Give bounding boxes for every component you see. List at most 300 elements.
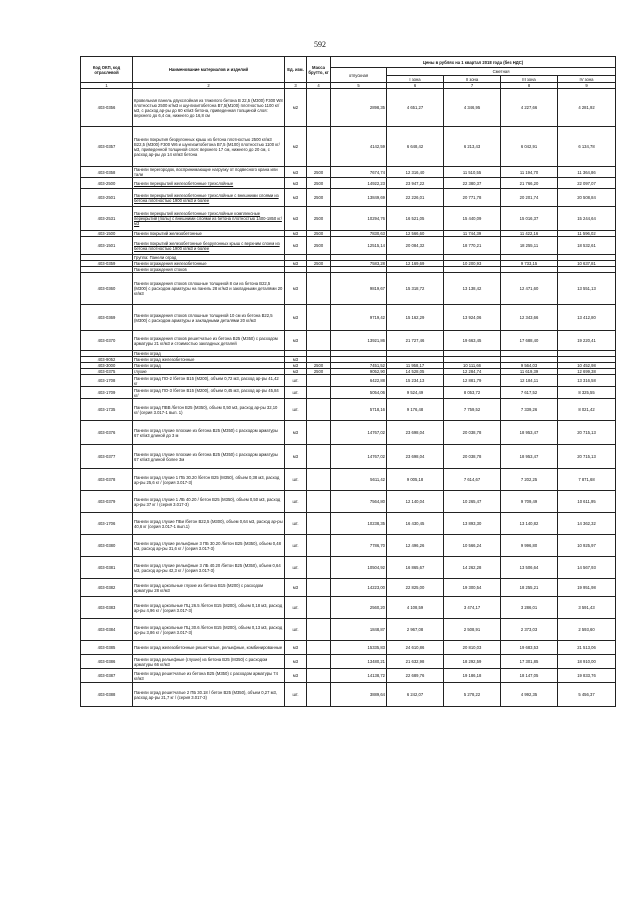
row-name: Панели оград цокольные глухие из бетона В15 (М200) с расходом арматуры 28 кг/м3	[133, 579, 285, 597]
price-zone-4: 7 871,68	[558, 469, 616, 491]
price-zone-2: 5 278,22	[444, 683, 501, 707]
row-unit: м2	[285, 89, 307, 127]
price-zone-3: 11 619,39	[501, 369, 558, 375]
price-zone-1: 4 651,27	[387, 89, 444, 127]
row-code: 403-0357	[81, 127, 133, 167]
price-zone-1: 6 648,42	[387, 127, 444, 167]
price-release: 7583,28	[331, 261, 387, 267]
row-name: Панели перегородок, воспринимающие нагрузку от подвесного крана или тали	[133, 167, 285, 178]
price-zone-3: 17 688,40	[501, 331, 558, 351]
price-zone-4: 3 591,43	[558, 597, 616, 619]
row-mass	[307, 445, 331, 469]
row-code: 403-1735	[81, 399, 133, 421]
price-release: 14138,72	[331, 669, 387, 683]
price-release: 5054,06	[331, 387, 387, 399]
row-code: 403-0376	[81, 421, 133, 445]
price-zone-1: 12 140,04	[387, 491, 444, 513]
price-zone-2: 20 810,03	[444, 641, 501, 655]
row-code: 403-1706	[81, 513, 133, 535]
price-zone-3: 18 255,11	[501, 237, 558, 255]
price-zone-3: 6 042,91	[501, 127, 558, 167]
price-zone-2: 15 440,09	[444, 207, 501, 231]
row-name: Панели оград ПВВ /бетон В25 (М350), объем 0,50 м3, расход ар-ры 32,10 кг/ (серия 3.017-1 вып. 1)	[133, 399, 285, 421]
row-unit: м3	[285, 363, 307, 369]
row-mass	[307, 597, 331, 619]
price-zone-3: 9 709,49	[501, 491, 558, 513]
row-mass	[307, 469, 331, 491]
price-zone-2: 12 284,74	[444, 369, 501, 375]
row-unit: шт.	[285, 683, 307, 707]
table-row	[81, 178, 616, 189]
row-unit: м3	[285, 369, 307, 375]
price-zone-4: 18 532,61	[558, 237, 616, 255]
row-name: Панели покрытий железобетонные	[133, 231, 285, 237]
header-name: Наименование материалов и изделий	[133, 57, 285, 83]
row-unit: шт.	[285, 387, 307, 399]
price-zone-2: 11 744,39	[444, 231, 501, 237]
price-zone-2: 13 924,06	[444, 305, 501, 331]
price-release: 2560,20	[331, 597, 387, 619]
price-release: 14922,23	[331, 178, 387, 189]
row-code: 403-0387	[81, 669, 133, 683]
row-unit: м3	[285, 579, 307, 597]
table-row	[81, 237, 616, 255]
price-zone-2: 19 663,45	[444, 331, 501, 351]
price-zone-2: 6 213,43	[444, 127, 501, 167]
table-row	[81, 535, 616, 557]
price-zone-1: 15 234,13	[387, 375, 444, 387]
price-zone-4: 2 593,60	[558, 619, 616, 641]
row-unit: шт.	[285, 491, 307, 513]
price-zone-1: 23 698,04	[387, 445, 444, 469]
row-code: 403-0370	[81, 331, 133, 351]
price-release: 3889,64	[331, 683, 387, 707]
row-code: 403-1500	[81, 231, 133, 237]
price-zone-2: 10 200,93	[444, 261, 501, 267]
price-zone-3: 12 471,60	[501, 273, 558, 305]
price-release: 10294,76	[331, 207, 387, 231]
row-code: 403-1708	[81, 375, 133, 387]
row-code: 403-0382	[81, 579, 133, 597]
price-release: 13849,69	[331, 189, 387, 207]
price-release: 7564,80	[331, 491, 387, 513]
price-release: 7830,63	[331, 231, 387, 237]
row-name: Кровельная панель двухслойная из тяжелого бетона В 22,5 (М300) F300 W8 плотностью 2500 кг/м3 и шунгизитобетона В7,5(М100) плотностью 1100 кг/м3, с расход ар-ры до 60 кг/м3 бетона, приведенная толщиной слоя: верхнего до 6,4 см, нижнего до 16,8 см	[133, 89, 285, 127]
price-zone-3: 12 343,66	[501, 305, 558, 331]
price-zone-1: 12 566,60	[387, 231, 444, 237]
price-zone-3: 18 953,47	[501, 421, 558, 445]
column-number: 3	[285, 83, 307, 89]
table-row	[81, 189, 616, 207]
price-zone-1: 16 521,05	[387, 207, 444, 231]
price-zone-1: 9 176,48	[387, 399, 444, 421]
price-zone-4: 20 715,13	[558, 421, 616, 445]
row-mass	[307, 491, 331, 513]
row-mass	[307, 669, 331, 683]
price-zone-3: 19 683,53	[501, 641, 558, 655]
price-zone-3: 9 733,15	[501, 261, 558, 267]
row-unit: шт.	[285, 557, 307, 579]
header-code: Код ОКП, код отраслевой	[81, 57, 133, 83]
table-row	[81, 167, 616, 178]
price-zone-1: 22 825,00	[387, 579, 444, 597]
price-release: 12515,14	[331, 237, 387, 255]
header-zone-4: IV зона	[558, 76, 616, 83]
row-unit: м3	[285, 178, 307, 189]
row-name: Панели покрытия безрулонных крыш из бетона плотностью 2500 кг/м3 В22,5 (М300) F300 W6 и шунгизитобетона В7,5 (М100) плотностью 1100 кг/м3, приведенной толщиной слоя: верхнего 17 см, нижнего до 20 см, с расход ар-ры до 14 кг/м3 бетона	[133, 127, 285, 167]
row-code: 403-0384	[81, 619, 133, 641]
price-release: 9052,90	[331, 369, 387, 375]
row-code: 403-2500	[81, 178, 133, 189]
price-zone-2: 10 566,24	[444, 535, 501, 557]
table-row	[81, 597, 616, 619]
price-zone-2: 19 186,18	[444, 669, 501, 683]
row-code: 403-0381	[81, 557, 133, 579]
table-row	[81, 207, 616, 231]
row-code: 403-0356	[81, 89, 133, 127]
row-name: Панели оград глухие 1 ЛБ 40.20 / бетон В25 (М350), объем 0,50 м3, расход ар-ры 37 кг / (серия 3.017-3)	[133, 491, 285, 513]
price-release: 13921,86	[331, 331, 387, 351]
price-zone-4: 21 513,06	[558, 641, 616, 655]
table-row	[81, 641, 616, 655]
price-zone-4: 10 611,95	[558, 491, 616, 513]
price-release: 7451,52	[331, 363, 387, 369]
row-unit: м3	[285, 237, 307, 255]
price-zone-3: 2 373,03	[501, 619, 558, 641]
column-number: 7	[444, 83, 501, 89]
price-release: 14767,02	[331, 445, 387, 469]
row-mass: 2500	[307, 189, 331, 207]
price-zone-4: 15 244,64	[558, 207, 616, 231]
price-zone-3: 18 953,47	[501, 445, 558, 469]
row-code: 403-0375	[81, 369, 133, 375]
row-unit: шт.	[285, 535, 307, 557]
price-zone-2: 20 771,78	[444, 189, 501, 207]
table-row	[81, 669, 616, 683]
price-zone-2: 18 292,59	[444, 655, 501, 669]
price-table	[80, 56, 616, 707]
row-name: глухие	[133, 369, 285, 375]
row-code: 403-1501	[81, 237, 133, 255]
row-mass	[307, 273, 331, 305]
row-name: Панели оград глухие 1 ПБ 30.20 /бетон В25 (М350), объем 0,38 м3, расход ар-ры 25,6 кг / (серия 3.017-3)	[133, 469, 285, 491]
price-zone-1: 23 698,04	[387, 421, 444, 445]
price-zone-2: 20 038,78	[444, 421, 501, 445]
row-mass: 2500	[307, 237, 331, 255]
table-row	[81, 557, 616, 579]
price-zone-2: 8 053,72	[444, 387, 501, 399]
row-name: Панели ограждения стоков	[133, 267, 285, 273]
column-number: 8	[501, 83, 558, 89]
header-zone-3: III зона	[501, 76, 558, 83]
price-zone-4: 13 551,13	[558, 273, 616, 305]
row-name: Панели оград глухие плоские из бетона В25 (М350) с расходом арматуры 67 кг/м3 длиной более 3м	[133, 445, 285, 469]
price-zone-4: 10 637,81	[558, 261, 616, 267]
row-unit: м2	[285, 127, 307, 167]
price-release: 7786,70	[331, 535, 387, 557]
row-unit: м3	[285, 189, 307, 207]
row-mass: 2500	[307, 178, 331, 189]
row-name: Панели ограждения железобетонные	[133, 261, 285, 267]
price-zone-2: 7 759,52	[444, 399, 501, 421]
price-zone-1: 2 967,08	[387, 619, 444, 641]
header-release: отпускная	[331, 68, 387, 83]
price-zone-4: 5 456,37	[558, 683, 616, 707]
row-code: 403-9052	[81, 357, 133, 363]
price-zone-4: 4 281,92	[558, 89, 616, 127]
price-zone-2: 10 111,66	[444, 363, 501, 369]
row-name: Панели перекрытий железобетонные трехслойные комплексные перекрытий (полы) с внешними слоями из бетона плотностью 1400-1850 кг/м3	[133, 207, 285, 231]
row-mass	[307, 655, 331, 669]
price-release: 7674,74	[331, 167, 387, 178]
row-mass	[307, 375, 331, 387]
price-zone-4: 18 910,00	[558, 655, 616, 669]
price-zone-1: 22 689,76	[387, 669, 444, 683]
row-unit: м3	[285, 357, 307, 363]
price-zone-2: 7 614,67	[444, 469, 501, 491]
row-code: 403-0385	[81, 641, 133, 655]
price-zone-1: 15 162,29	[387, 305, 444, 331]
price-zone-4: 20 508,84	[558, 189, 616, 207]
row-name: Панели покрытий железобетонные безрулонных крыш с верхним слоем из бетона плотностью 1900 кг/м3 и более	[133, 237, 285, 255]
price-zone-3: 4 227,66	[501, 89, 558, 127]
price-zone-3: 13 140,82	[501, 513, 558, 535]
table-row	[81, 375, 616, 387]
price-zone-1: 16 430,45	[387, 513, 444, 535]
row-unit: м3	[285, 655, 307, 669]
price-zone-1: 9 524,49	[387, 387, 444, 399]
price-zone-4: 10 452,98	[558, 363, 616, 369]
row-unit: м3	[285, 167, 307, 178]
row-name: Панели оград рельефные (глухие) из бетона В25 (М350) с расходом арматуры 66 кг/м3	[133, 655, 285, 669]
price-zone-3: 18 147,05	[501, 669, 558, 683]
row-mass: 2500	[307, 363, 331, 369]
row-name: Панели оград железобетонные решетчатые, рельефные, комбинированные	[133, 641, 285, 655]
price-zone-4: 13 412,80	[558, 305, 616, 331]
header-price-title: Цены в рублях на 1 квартал 2018 года (без НДС)	[331, 57, 616, 68]
row-mass	[307, 387, 331, 399]
price-zone-4: 6 134,78	[558, 127, 616, 167]
price-zone-3: 12 184,11	[501, 375, 558, 387]
row-code: 403-0386	[81, 655, 133, 669]
price-zone-2: 20 038,78	[444, 445, 501, 469]
price-zone-3: 17 301,85	[501, 655, 558, 669]
row-unit: шт.	[285, 399, 307, 421]
row-code: 403-0358	[81, 167, 133, 178]
row-name: Панели оград железобетонные	[133, 357, 285, 363]
row-code: 403-0380	[81, 535, 133, 557]
price-zone-4: 19 220,41	[558, 331, 616, 351]
row-mass: 2500	[307, 369, 331, 375]
row-mass	[307, 89, 331, 127]
row-mass	[307, 399, 331, 421]
column-number: 5	[331, 83, 387, 89]
column-number: 2	[133, 83, 285, 89]
row-code: 403-1709	[81, 387, 133, 399]
price-zone-4: 8 021,42	[558, 399, 616, 421]
row-code: 403-0388	[81, 683, 133, 707]
price-zone-2: 22 380,37	[444, 178, 501, 189]
price-zone-1: 22 226,01	[387, 189, 444, 207]
price-zone-4: 11 364,86	[558, 167, 616, 178]
price-zone-3: 21 766,20	[501, 178, 558, 189]
price-zone-4: 14 567,93	[558, 557, 616, 579]
price-zone-1: 4 108,59	[387, 597, 444, 619]
row-unit: м3	[285, 641, 307, 655]
row-mass	[307, 127, 331, 167]
header-estimate: Сметная	[387, 68, 616, 76]
row-name: Панели оград глухие ПБи /бетон В22,5 (М300), объем 0,64 м3, расход ар-ры 40,6 кг (серия 3.017-1 вып.1)	[133, 513, 285, 535]
price-zone-1: 21 632,98	[387, 655, 444, 669]
price-release: 6422,88	[331, 375, 387, 387]
price-zone-4: 13 316,58	[558, 375, 616, 387]
price-zone-3: 18 255,21	[501, 579, 558, 597]
price-release: 1848,87	[331, 619, 387, 641]
price-zone-3: 20 201,74	[501, 189, 558, 207]
row-unit: м3	[285, 669, 307, 683]
row-mass	[307, 421, 331, 445]
row-code: 403-3000	[81, 363, 133, 369]
price-release: 14223,00	[331, 579, 387, 597]
row-name: Панели перекрытий железобетонные трехслойные	[133, 178, 285, 189]
table-row	[81, 421, 616, 445]
row-name: Панели оград глухие рельефные 3 ПБ 30.20 /бетон В25 (М350), объем 0,48 м3, расход ар-ры 31,6 кг / (серия 3.017-3)	[133, 535, 285, 557]
row-mass	[307, 305, 331, 331]
row-code: 403-0369	[81, 305, 133, 331]
row-unit: шт.	[285, 375, 307, 387]
row-unit: м3	[285, 261, 307, 267]
price-zone-4: 20 715,13	[558, 445, 616, 469]
price-release: 9719,42	[331, 305, 387, 331]
column-number: 1	[81, 83, 133, 89]
price-zone-3: 7 202,25	[501, 469, 558, 491]
row-name: Группа: Панели оград	[133, 255, 285, 261]
header-zone-1: I зона	[387, 76, 444, 83]
price-zone-2: 2 508,91	[444, 619, 501, 641]
row-mass: 2500	[307, 231, 331, 237]
row-unit: м3	[285, 331, 307, 351]
table-row	[81, 683, 616, 707]
header-mass: Масса брутто, кг	[307, 57, 331, 83]
price-zone-1: 12 496,26	[387, 535, 444, 557]
price-zone-1: 11 958,17	[387, 363, 444, 369]
column-number: 9	[558, 83, 616, 89]
price-release: 10238,35	[331, 513, 387, 535]
table-row	[81, 619, 616, 641]
row-mass: 2500	[307, 207, 331, 231]
price-zone-2: 3 474,17	[444, 597, 501, 619]
price-zone-4: 19 833,76	[558, 669, 616, 683]
price-zone-1: 20 084,32	[387, 237, 444, 255]
row-name: Панели оград решетчатые из бетона В25 (М350) с расходом арматуры 74 кг/м3	[133, 669, 285, 683]
table-row	[81, 305, 616, 331]
header-unit: Ед. изм.	[285, 57, 307, 83]
column-number: 6	[387, 83, 444, 89]
row-mass	[307, 641, 331, 655]
price-zone-3: 7 339,26	[501, 399, 558, 421]
price-zone-3: 11 194,70	[501, 167, 558, 178]
row-mass: 2500	[307, 261, 331, 267]
row-mass	[307, 513, 331, 535]
price-zone-3: 15 016,37	[501, 207, 558, 231]
price-release: 5718,16	[331, 399, 387, 421]
row-unit: шт.	[285, 597, 307, 619]
price-release: 2898,35	[331, 89, 387, 127]
price-zone-1: 6 242,07	[387, 683, 444, 707]
price-release: 14767,02	[331, 421, 387, 445]
row-name: Панели ограждения стоков решетчатые из бетона В25 (М350) с расходом арматуры 21 кг/м3 и стоимостью закладных деталей	[133, 331, 285, 351]
price-release: 9819,67	[331, 273, 387, 305]
price-zone-1: 24 610,86	[387, 641, 444, 655]
row-name: Панели оград цокольные ПЦ 26.5 /бетон В15 (М200), объем 0,18 м3, расход ар-ры 4,96 кг / (серия 3.017-3)	[133, 597, 285, 619]
price-zone-4: 12 699,38	[558, 369, 616, 375]
table-row	[81, 399, 616, 421]
row-unit: м3	[285, 231, 307, 237]
row-unit: шт.	[285, 469, 307, 491]
row-unit: шт.	[285, 513, 307, 535]
price-zone-2: 13 138,42	[444, 273, 501, 305]
price-zone-2: 12 881,79	[444, 375, 501, 387]
row-unit: м3	[285, 421, 307, 445]
table-row	[81, 445, 616, 469]
row-mass	[307, 683, 331, 707]
row-name: Панели ограждения стоков сплошные толщиной 10 см из бетона В22,5 (М300) с расходом арматуры и закладными деталями 20 кг/м3	[133, 305, 285, 331]
page-number: 592	[314, 40, 326, 49]
row-mass	[307, 535, 331, 557]
price-zone-1: 9 005,18	[387, 469, 444, 491]
row-code: 403-0377	[81, 445, 133, 469]
table-row	[81, 513, 616, 535]
price-release: 4142,59	[331, 127, 387, 167]
row-name: Панели оград цокольные ПЦ 30.6 /бетон В15 (М200), объем 0,13 м3, расход ар-ры 3,86 кг / (серия 3.017-3)	[133, 619, 285, 641]
price-zone-4: 19 951,98	[558, 579, 616, 597]
row-name: Панели перекрытий железобетонные трехслойные с внешними слоями из бетона плотностью 1900 кг/м3 и более	[133, 189, 285, 207]
table-row	[81, 655, 616, 669]
price-zone-4: 14 362,32	[558, 513, 616, 535]
price-release: 13480,21	[331, 655, 387, 669]
row-name: Панели оград	[133, 351, 285, 357]
row-mass	[307, 331, 331, 351]
table-row	[81, 127, 616, 167]
row-code: 403-2501	[81, 189, 133, 207]
price-zone-2: 4 346,95	[444, 89, 501, 127]
row-mass	[307, 557, 331, 579]
table-row	[81, 469, 616, 491]
price-zone-2: 13 893,30	[444, 513, 501, 535]
row-code: 403-0379	[81, 491, 133, 513]
row-code: 403-0359	[81, 261, 133, 267]
price-zone-3: 4 992,35	[501, 683, 558, 707]
price-release: 15335,83	[331, 641, 387, 655]
price-zone-3: 3 286,01	[501, 597, 558, 619]
row-unit: м3	[285, 207, 307, 231]
row-unit: м3	[285, 273, 307, 305]
table-row	[81, 89, 616, 127]
price-zone-1: 23 947,22	[387, 178, 444, 189]
row-unit: м3	[285, 305, 307, 331]
price-zone-1: 12 316,40	[387, 167, 444, 178]
row-code: 403-0383	[81, 597, 133, 619]
table-row	[81, 273, 616, 305]
row-name: Панели оград ПО-2 /бетон В15 (М200), объем 0,72 м3, расход ар-ры 41,42 кг	[133, 375, 285, 387]
row-code: 403-2531	[81, 207, 133, 231]
table-row	[81, 331, 616, 351]
price-zone-1: 15 318,72	[387, 273, 444, 305]
price-zone-2: 10 265,47	[444, 491, 501, 513]
row-mass: 2500	[307, 167, 331, 178]
price-zone-1: 14 528,05	[387, 369, 444, 375]
price-release: 5611,42	[331, 469, 387, 491]
